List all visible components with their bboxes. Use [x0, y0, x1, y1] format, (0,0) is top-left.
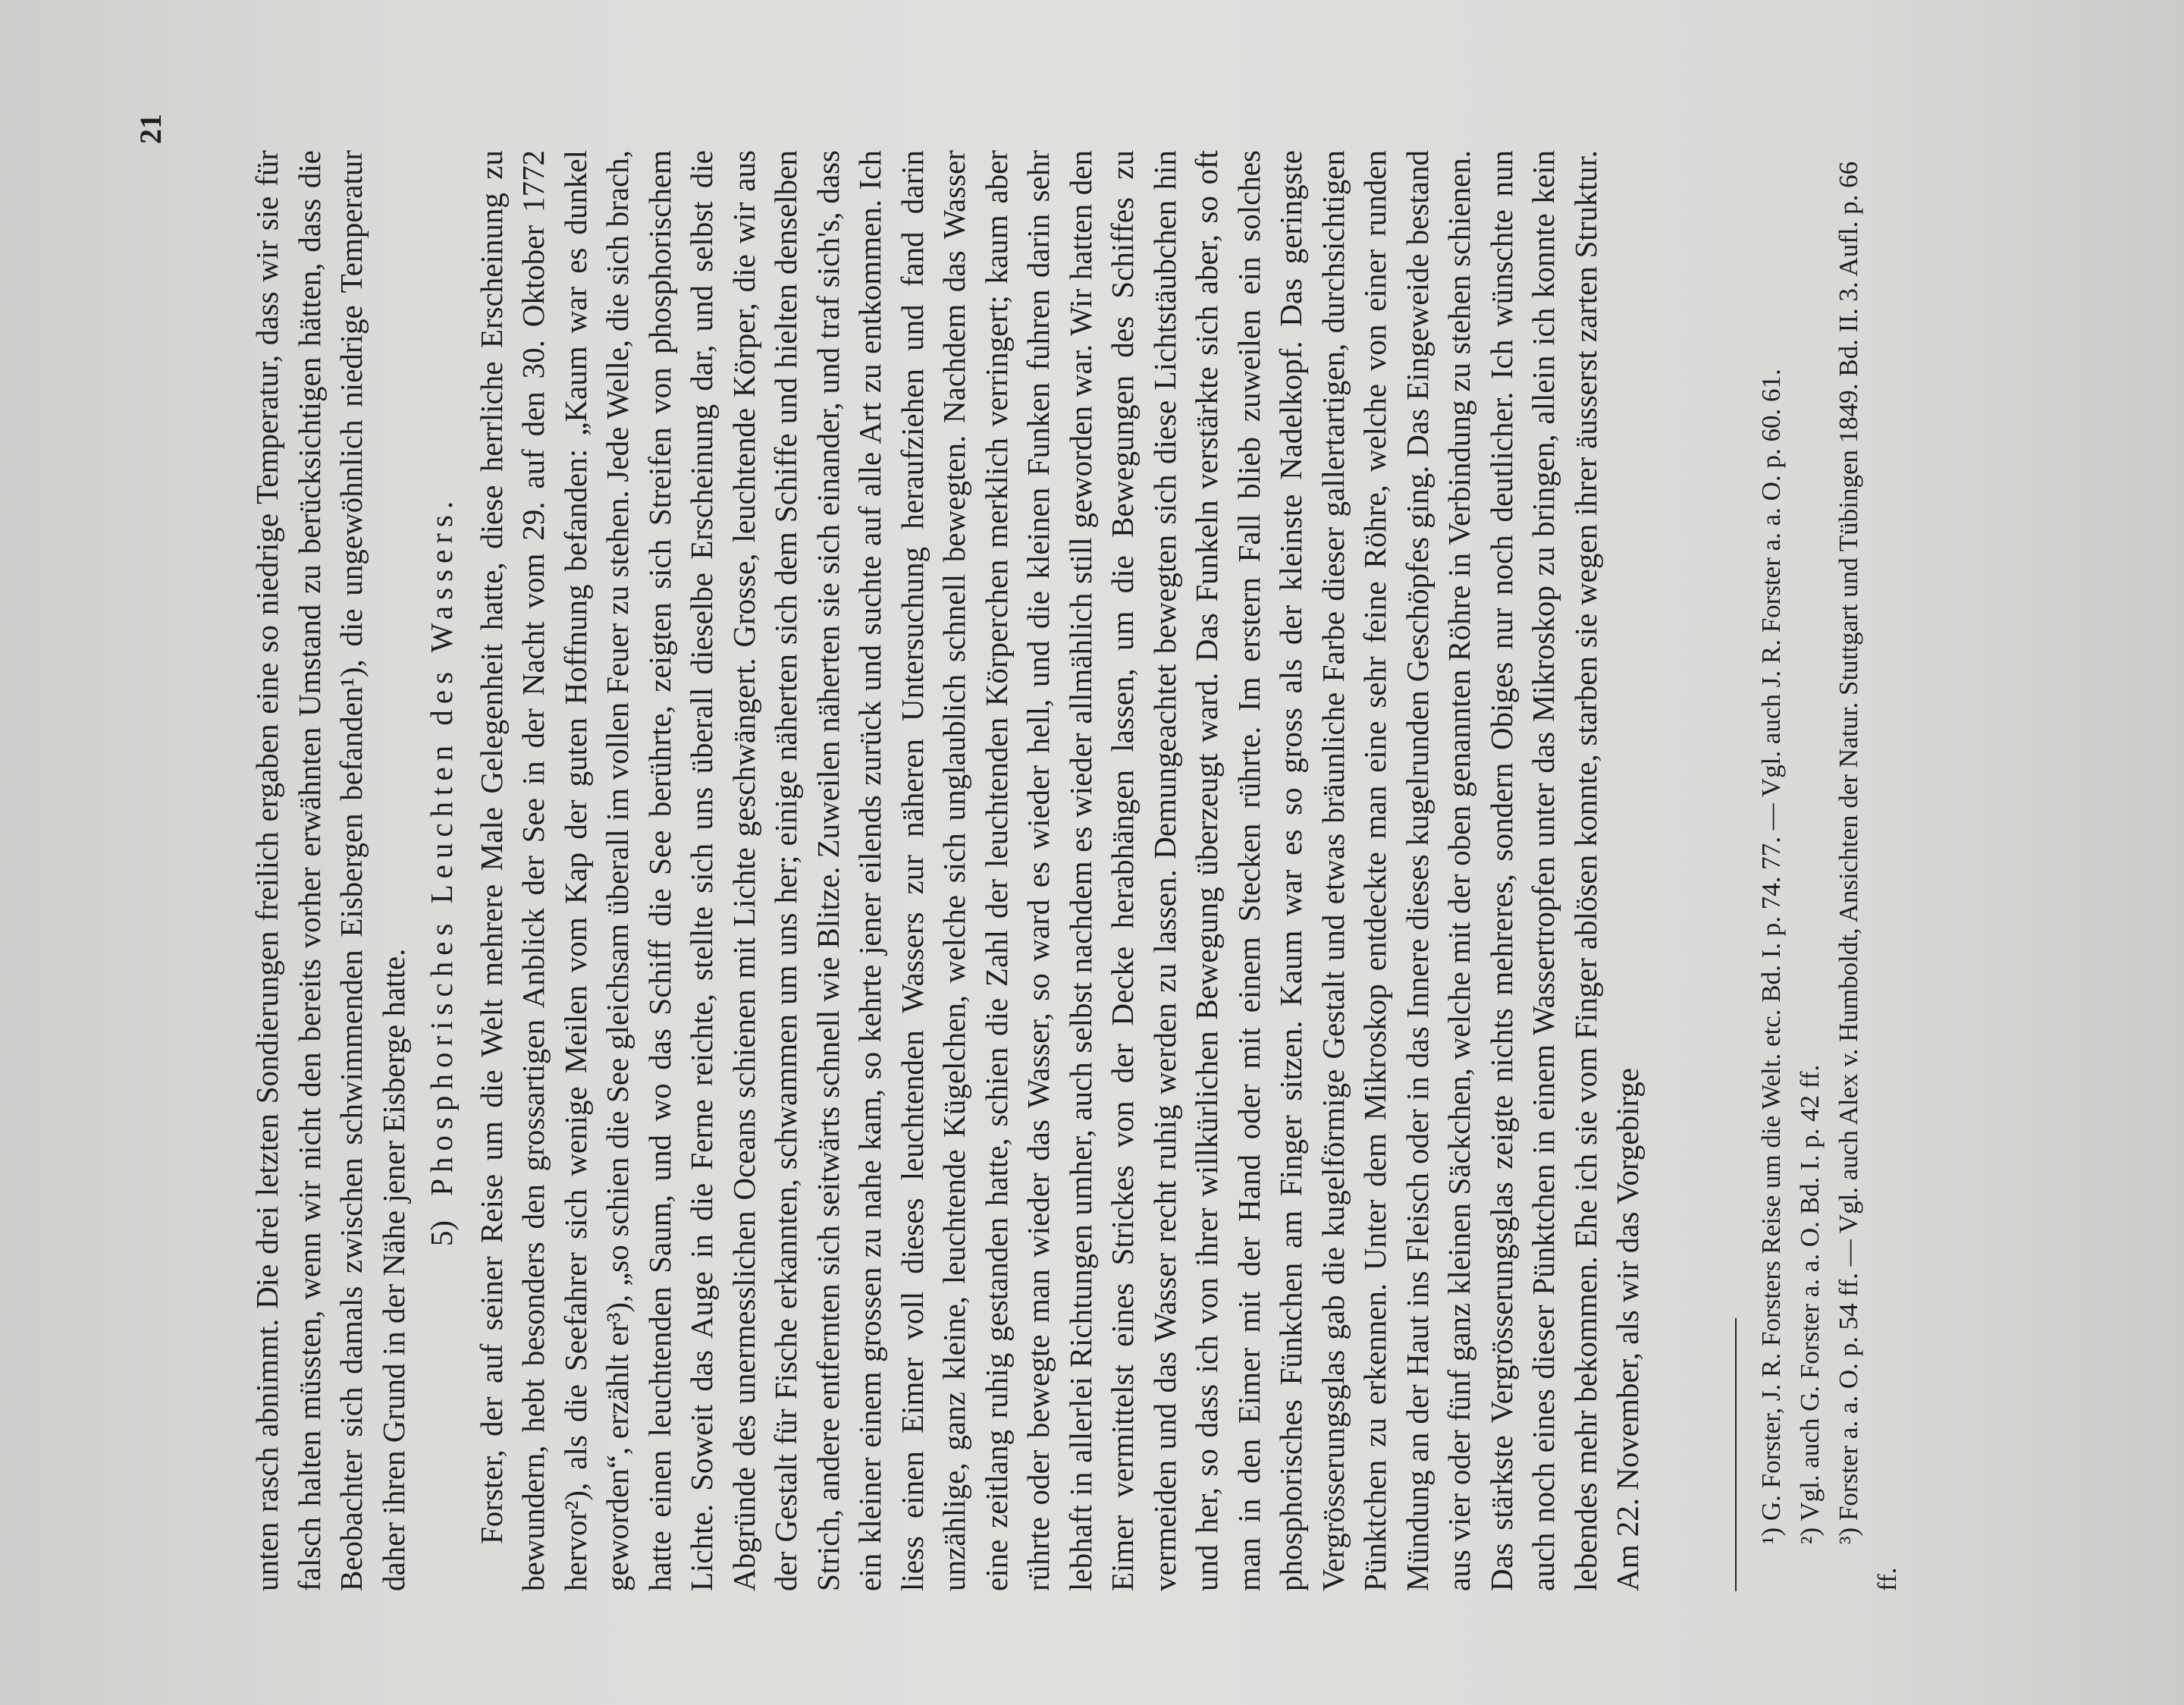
footnote-2: ²) Vgl. auch G. Forster a. a. O. Bd. I. p. 42 ff. — [1795, 1064, 1825, 1544]
footnote-3: ³) Forster a. a. O. p. 54 ff. — Vgl. auch Alex v. Humboldt, Ansichten der Natur. Stuttgart und Tübingen 1849. Bd. II. 3. Aufl. p. 66 ff. — [1834, 161, 1902, 1591]
page-number: 21 — [133, 114, 168, 144]
section-heading — [421, 150, 463, 1591]
footnote-1: ¹) G. Forster, J. R. Forsters Reise um die Welt. etc. Bd. I. p. 74. 77. — Vgl. auch J. R. Forster a. a. O. p. 60. 61. — [1756, 369, 1786, 1544]
section-title: Phosphorisches Leuchten des Wassers. — [424, 495, 459, 1196]
footnotes — [1752, 150, 1906, 1591]
body-text — [246, 150, 1649, 1591]
section-number: 5) — [424, 1220, 459, 1247]
paragraph-continuation: unten rasch abnimmt. Die drei letzten Sondierungen freilich ergaben eine so niedrige Temperatur, dass wir sie für falsch halten müssten, wenn wir nicht den bereits vorher erwähnten Umstand zu berücksichtigen hätten, dass die Beobachter sich damals zwischen schwimmenden Eisbergen befanden¹), die ungewöhnlich niedrige Temperatur daher ihren Grund in der Nähe jener Eisberge hatte. — [249, 150, 411, 1591]
paragraph-forster: Forster, der auf seiner Reise um die Welt mehrere Male Gelegenheit hatte, diese herrliche Erscheinung zu bewundern, hebt besonders den grossartigen Anblick der See in der Nacht vom 29. auf den 30. Oktober 1772 hervor²), als die Seefahrer sich wenige Meilen vom Kap der guten Hoffnung befanden: „Kaum war es dunkel geworden“, erzählt er³), „so schien die See gleichsam überall im vollen Feuer zu stehen. Jede Welle, die sich brach, hatte einen leuchtenden Saum, und wo das Schiff die See berührte, zeigten sich Streifen von phosphorischem Lichte. Soweit das Auge in die Ferne reichte, stellte sich uns überall dieselbe Erscheinung dar, und selbst die Abgründe des unermesslichen Oceans schienen mit Lichte geschwängert. Grosse, leuchtende Körper, die wir aus der Gestalt für Fische erkannten, schwammen um uns her; einige näherten sich dem Schiffe und hielten denselben Strich, andere entfernten sich seitwärts schnell wie Blitze. Zuweilen näherten sie sich einander, und traf sich's, dass ein kleiner einem grossen zu nahe kam, so kehrte jener eilends zurück und suchte auf alle Art zu entkommen. Ich liess einen Eimer voll dieses leuchtenden Wassers zur näheren Untersuchung heraufziehen und fand darin unzählige, ganz kleine, leuchtende Kügelchen, welche sich unglaublich schnell bewegten. Nachdem das Wasser eine zeitlang ruhig gestanden hatte, schien die Zahl der leuchtenden Körperchen merklich verringert; kaum aber rührte oder bewegte man wieder das Wasser, so ward es wieder hell, und die kleinen Funken fuhren darin sehr lebhaft in allerlei Richtungen umher, auch selbst nachdem es wieder allmählich still geworden war. Wir hatten den Eimer vermittelst eines Strickes von der Decke herabhängen lassen, um die Bewegungen des Schiffes zu vermeiden und das Wasser recht ruhig werden zu lassen. Demungeachtet bewegten sich diese Lichtstäubchen hin und her, so dass ich von ihrer willkürlichen Bewegung überzeugt ward. Das Funkeln verstärkte sich aber, so oft man in den Eimer mit der Hand oder mit einem Stecken rührte. Im erstern Fall blieb zuweilen ein solches phosphorisches Fünkchen am Finger sitzen. Kaum war es so gross als der kleinste Nadelkopf. Das geringste Vergrösserungsglas gab die kugelförmige Gestalt und etwas bräunliche Farbe dieser gallertartigen, durchsichtigen Pünktchen zu erkennen. Unter dem Mikroskop entdeckte man eine sehr feine Röhre, welche von einer runden Mündung an der Haut ins Fleisch oder in das Innere dieses kugelrunden Geschöpfes ging. Das Eingeweide bestand aus vier oder fünf ganz kleinen Säckchen, welche mit der oben genannten Röhre in Verbindung zu stehen schienen. Das stärkste Vergrösserungsglas zeigte nichts mehreres, sondern Obiges nur noch deutlicher. Ich wünschte nun auch noch eines dieser Pünktchen in einem Wassertropfen unter das Mikroskop zu bringen, allein ich konnte kein lebendes mehr bekommen. Ehe ich sie vom Finger ablösen konnte, starben sie wegen ihrer äusserst zarten Struktur. Am 22. November, als wir das Vorgebirge — [473, 150, 1645, 1591]
footnote-divider — [1735, 1318, 1737, 1591]
